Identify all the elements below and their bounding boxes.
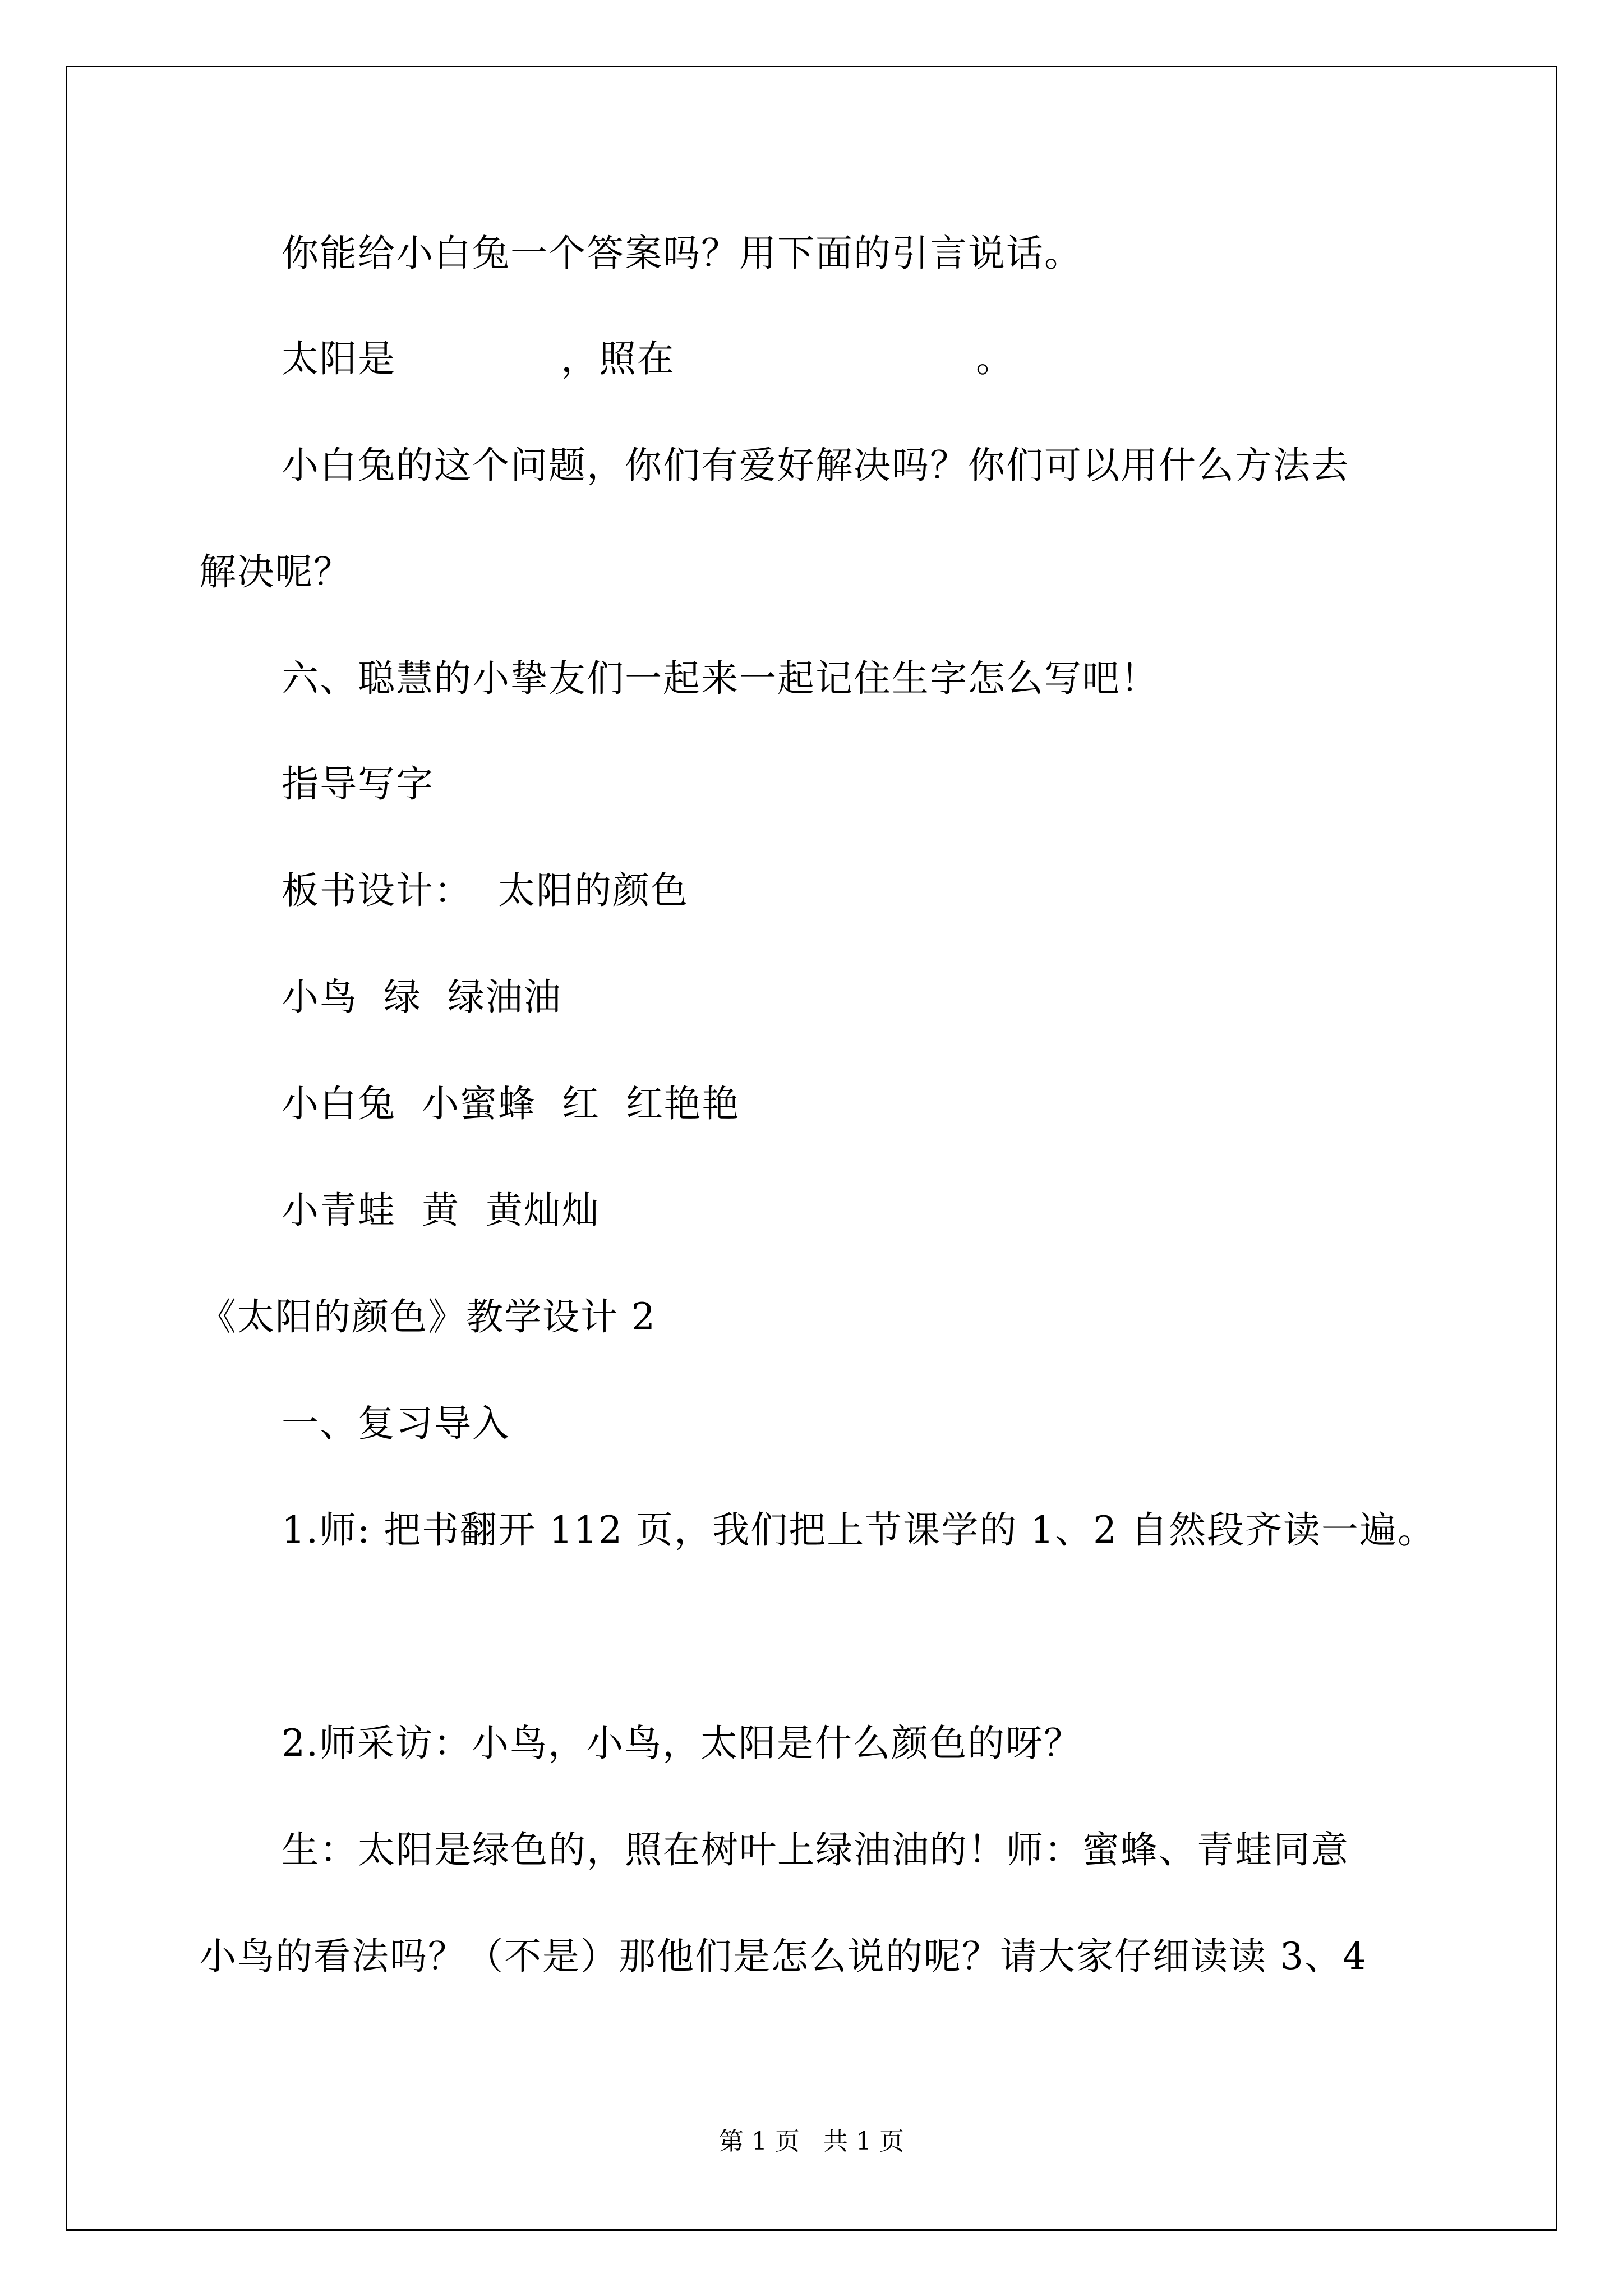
- text-line-board-design: 板书设计： 太阳的颜色: [282, 869, 689, 912]
- text-line-board-bird: 小鸟 绿 绿油油: [282, 976, 562, 1019]
- text-line-student-answer: 生：太阳是绿色的，照在树叶上绿油油的！师：蜜蜂、青蛙同意: [282, 1828, 1349, 1871]
- section-title: 《太阳的颜色》教学设计 2: [199, 1295, 656, 1338]
- text-line-student-answer-cont: 小鸟的看法吗？（不是）那他们是怎么说的呢？请大家仔细读读 3、4: [199, 1935, 1367, 1978]
- text-line-question: 你能给小白兔一个答案吗？用下面的引言说话。: [282, 232, 1082, 275]
- text-line-fill-blank-end: 。: [976, 337, 1014, 380]
- text-line-fill-blank-1: 太阳是: [282, 337, 396, 380]
- page-border: [66, 66, 1557, 2231]
- text-line-review: 一、复习导入: [282, 1402, 510, 1445]
- text-line-fill-blank-2: ，照在: [561, 337, 675, 380]
- page-footer: 第 1 页 共 1 页: [719, 2127, 904, 2156]
- text-line-section-six: 六、聪慧的小挚友们一起来一起记住生字怎么写吧！: [282, 657, 1159, 700]
- text-line-board-frog: 小青蛙 黄 黄灿灿: [282, 1189, 600, 1232]
- text-line-writing-guide: 指导写字: [282, 762, 434, 806]
- text-line-board-rabbit: 小白兔 小蜜蜂 红 红艳艳: [282, 1082, 740, 1125]
- text-line-step-1: 1.师: 把书翻开 112 页，我们把上节课学的 1、2 自然段齐读一遍。: [282, 1508, 1436, 1552]
- text-line-step-2: 2.师采访：小鸟，小鸟，太阳是什么颜色的呀？: [282, 1722, 1082, 1765]
- text-line-problem-cont: 解决呢？: [199, 550, 352, 593]
- text-line-problem: 小白兔的这个问题，你们有爱好解决吗？你们可以用什么方法去: [282, 444, 1349, 487]
